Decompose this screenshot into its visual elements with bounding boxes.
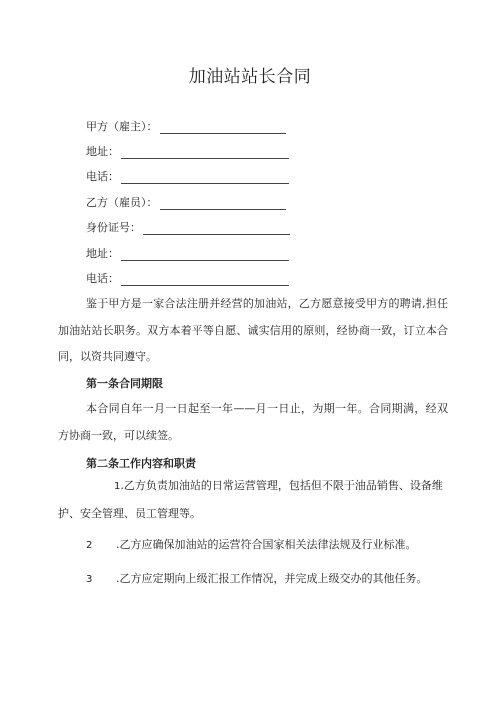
- employee-phone-field: [86, 270, 289, 286]
- list-item: [58, 532, 448, 560]
- employee-id-field: [86, 219, 290, 235]
- item-number: 3: [86, 574, 93, 585]
- field-label: 电话：: [86, 170, 119, 183]
- item-text: .乙方负责加油站的日常运营管理，包括但不限于油品销售、设备维护、安全管理、员工管理等。: [58, 479, 443, 520]
- fill-line: [121, 145, 289, 159]
- employee-name-field: [86, 194, 286, 210]
- fill-line: [121, 272, 289, 286]
- field-label: 甲方（雇主）：: [86, 120, 158, 133]
- field-label: 电话：: [86, 272, 119, 285]
- list-item: [58, 566, 448, 594]
- item-text: .乙方应确保加油站的运营符合国家相关法律法规及行业标准。: [116, 538, 417, 551]
- fill-line: [121, 247, 289, 261]
- section-2-heading: 第二条工作内容和职责: [86, 457, 196, 470]
- fill-line: [143, 221, 290, 235]
- fill-line: [160, 196, 286, 210]
- employer-name-field: [86, 118, 286, 134]
- intro-paragraph: 鉴于甲方是一家合法注册并经营的加油站，乙方愿意接受甲方的聘请,担任加油站站长职务。双方本着平等自愿、诚实信用的原则，经协商一致，订立本合同，以资共同遵守。: [58, 297, 448, 363]
- field-label: 地址：: [86, 145, 119, 158]
- item-number: 2: [86, 540, 93, 551]
- item-text: .乙方应定期向上级汇报工作情况，并完成上级交办的其他任务。: [116, 572, 428, 585]
- document-title: 加油站站长合同: [188, 67, 312, 87]
- field-label: 身份证号：: [86, 221, 141, 234]
- employer-phone-field: [86, 168, 289, 184]
- fill-line: [160, 120, 286, 134]
- field-label: 地址：: [86, 247, 119, 260]
- field-label: 乙方（雇员）：: [86, 196, 158, 209]
- section-1-text: 本合同自年一月一日起至一年——月一日止，为期一年。合同期满，经双方协商一致，可以续签。: [58, 402, 448, 442]
- fill-line: [121, 170, 289, 184]
- section-1-heading: 第一条合同期限: [86, 377, 163, 390]
- list-item: [58, 473, 448, 527]
- item-number: 1: [114, 481, 121, 492]
- employee-address-field: [86, 245, 289, 261]
- employer-address-field: [86, 143, 289, 159]
